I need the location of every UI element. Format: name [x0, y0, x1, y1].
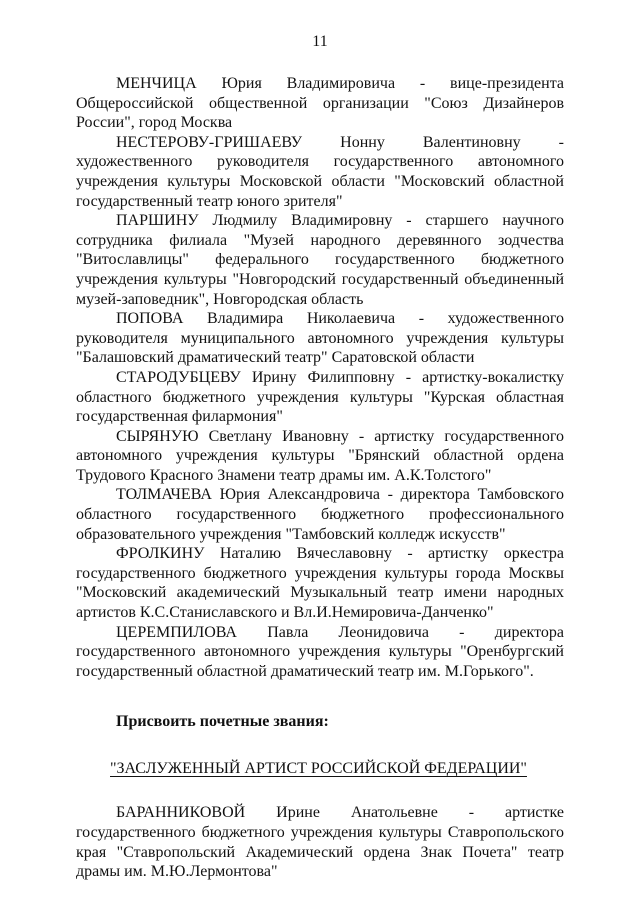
nominee-entry: СТАРОДУБЦЕВУ Ирину Филипповну - артистку-вокалистку областного бюджетного учреждения культуры "Курская областная государственная филармония": [76, 368, 564, 426]
awardee-entry: БАРАННИКОВОЙ Ирине Анатольевне - артистке государственного бюджетного учреждения культуры Ставропольского края "Ставропольский Академический ордена Знак Почета" театр драмы им. М.Ю.Лермонтова": [76, 804, 564, 881]
nominee-list: [76, 74, 564, 681]
nominee-entry: НЕСТЕРОВУ-ГРИШАЕВУ Нонну Валентиновну - художественного руководителя государственного автономного учреждения культуры Московской области "Московский областной государственный театр юного зрителя": [76, 133, 564, 210]
nominee-entry: СЫРЯНУЮ Светлану Ивановну - артистку государственного автономного учреждения культуры "Брянский областной ордена Трудового Красного Знамени театр драмы им. А.К.Толстого": [76, 427, 564, 484]
honorary-title: "ЗАСЛУЖЕННЫЙ АРТИСТ РОССИЙСКОЙ ФЕДЕРАЦИИ": [110, 760, 527, 778]
nominee-entry: ПОПОВА Владимира Николаевича - художественного руководителя муниципального автономного учреждения культуры "Балашовский драматический театр" Саратовской области: [76, 310, 564, 367]
nominee-entry: МЕНЧИЦА Юрия Владимировича - вице-президента Общероссийской общественной организации "Союз Дизайнеров России", город Москва: [76, 75, 564, 132]
page-number: 11: [312, 33, 328, 50]
awardee-list: [76, 803, 564, 881]
nominee-entry: ЦЕРЕМПИЛОВА Павла Леонидовича - директора государственного автономного учреждения культуры "Оренбургский государственный областной драматический театр им. М.Горького".: [76, 623, 564, 680]
nominee-entry: ТОЛМАЧЕВА Юрия Александровича - директора Тамбовского областного государственного бюджетного профессионального образовательного учреждения "Тамбовский колледж искусств": [76, 486, 564, 543]
honorary-title-block: [76, 759, 564, 779]
decision-heading: Присвоить почетные звания:: [116, 713, 329, 731]
nominee-entry: ПАРШИНУ Людмилу Владимировну - старшего научного сотрудника филиала "Музей народного деревянного зодчества "Витославлицы" федерального государственного бюджетного учреждения культуры "Новгородский государственный объединенный музей-заповедник", Новгородская область: [76, 212, 564, 308]
nominee-entry: ФРОЛКИНУ Наталию Вячеславовну - артистку оркестра государственного бюджетного учреждения культуры города Москвы "Московский академический Музыкальный театр имени народных артистов К.С.Станиславского и Вл.И.Немировича-Данченко": [76, 545, 564, 622]
